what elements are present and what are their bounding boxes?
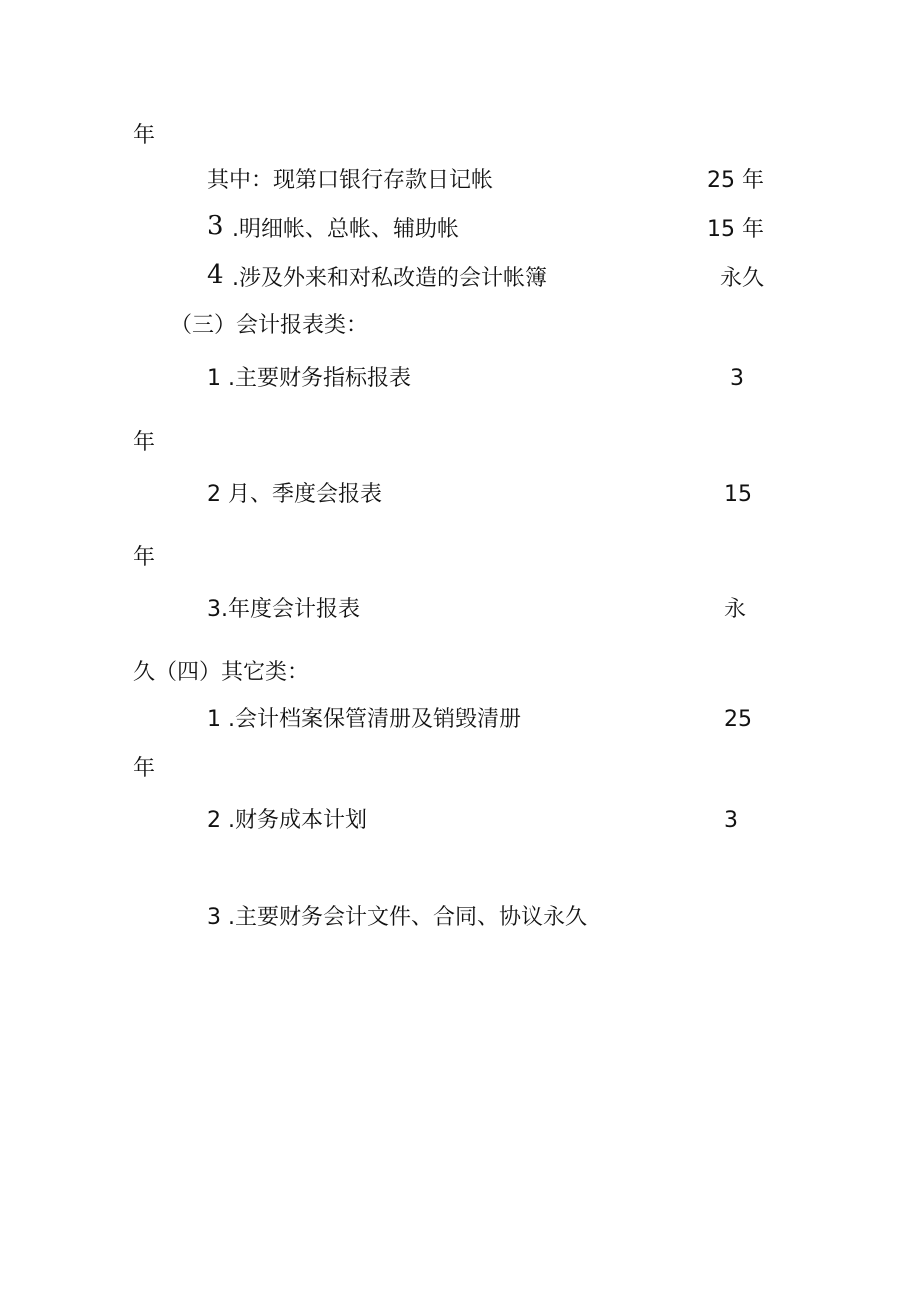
line-text: 年 <box>133 123 156 148</box>
line-text: .涉及外来和对私改造的会计帐簿 <box>232 266 547 291</box>
line-text: 1 .主要财务指标报表 <box>207 366 411 391</box>
item-number: 4 <box>207 260 224 290</box>
item-number: 3 <box>207 211 224 241</box>
section-heading: （三）会计报表类： <box>170 313 369 338</box>
section-heading: 久（四）其它类： <box>133 660 310 685</box>
line-text: 2 .财务成本计划 <box>207 808 367 833</box>
line-text: 年 <box>133 430 156 455</box>
retention-period: 15 年 <box>707 217 764 242</box>
retention-period: 3 <box>730 366 744 391</box>
line-text: 2 月、季度会报表 <box>207 482 382 507</box>
retention-period: 25 <box>724 707 752 732</box>
line-text: 3.年度会计报表 <box>207 597 360 622</box>
line-text: 3 .主要财务会计文件、合同、协议永久 <box>207 905 587 930</box>
retention-period: 永 <box>724 597 747 622</box>
line-text: 其中：现第口银行存款日记帐 <box>207 168 494 193</box>
line-text: 年 <box>133 756 156 781</box>
line-text: 1 .会计档案保管清册及销毁清册 <box>207 707 521 732</box>
retention-period: 25 年 <box>707 168 764 193</box>
line-text: .明细帐、总帐、辅助帐 <box>232 217 459 242</box>
retention-period: 15 <box>724 482 752 507</box>
retention-period: 3 <box>724 808 738 833</box>
line-text: 年 <box>133 545 156 570</box>
retention-period: 永久 <box>720 266 765 291</box>
